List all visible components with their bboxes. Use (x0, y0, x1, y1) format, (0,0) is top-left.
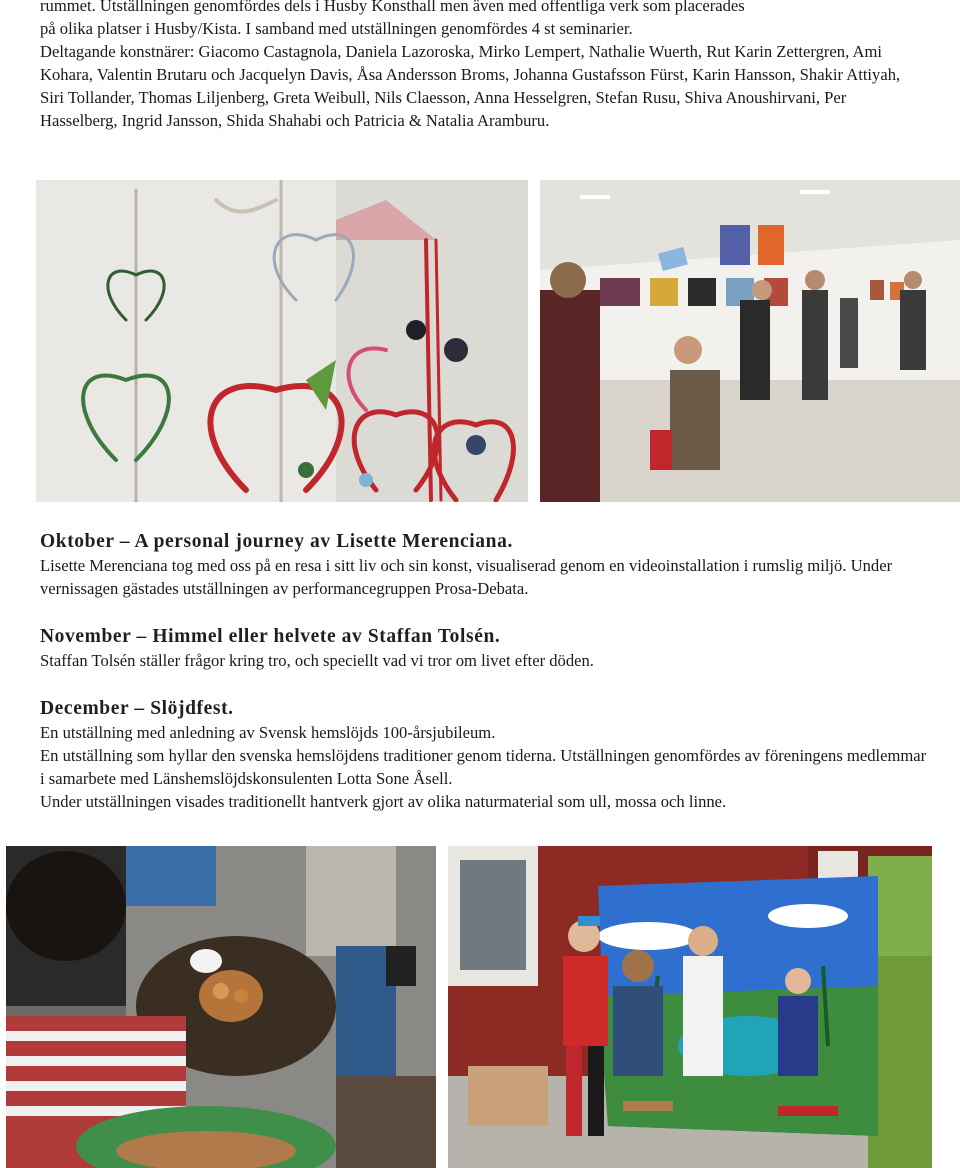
photo-children-painting (448, 846, 932, 1168)
section-paragraph: En utställning med anledning av Svensk hemslöjds 100-årsjubileum. (40, 723, 496, 742)
section-paragraph: En utställning som hyllar den svenska hemslöjdens traditioner genom tiderna. Utställningen genomfördes av föreningens medlemmar i samarbete med Länshemslöjdskonsulenten Lotta Sone Åsell. (40, 746, 927, 788)
intro-line-1: rummet. Utställningen genomfördes dels i Husby Konsthall men även med offentliga verk som placerades (40, 0, 745, 15)
photo-craft-workshop (6, 846, 436, 1168)
section-november (40, 625, 930, 672)
section-paragraph: Lisette Merenciana tog med oss på en resa i sitt liv och sin konst, visualiserad genom en videoinstallation i rumslig miljö. Under vernissagen gästades utställningen av performancegruppen Prosa-Debata. (40, 556, 893, 598)
section-october (40, 530, 930, 600)
section-paragraph: Under utställningen visades traditionellt hantverk gjort av olika naturmaterial som ull, mossa och linne. (40, 792, 727, 811)
intro-line-2: på olika platser i Husby/Kista. I samband med utställningen genomfördes 4 st seminarier. (40, 19, 633, 38)
section-heading: Oktober – A personal journey av Lisette Merenciana. (40, 531, 513, 552)
section-paragraph: Staffan Tolsén ställer frågor kring tro, och speciellt vad vi tror om livet efter döden. (40, 651, 594, 670)
section-heading: December – Slöjdfest. (40, 698, 234, 719)
artists-list: Deltagande konstnärer: Giacomo Castagnola, Daniela Lazoroska, Mirko Lempert, Nathalie Wuerth, Rut Karin Zettergren, Ami Kohara, Valentin Brutaru och Jacquelyn Davis, Åsa Andersson Broms, Johanna Gustafsson Fürst, Karin Hansson, Shakir Attiyah, Siri Tollander, Thomas Liljenberg, Greta Weibull, Nils Claesson, Anna Hesselgren, Stefan Rusu, Shiva Anoushirvani, Per Hasselberg, Ingrid Jansson, Shida Shahabi och Patricia & Natalia Aramburu. (40, 42, 901, 130)
photo-craft-hearts (36, 180, 528, 502)
photo-gallery-visitors (540, 180, 960, 502)
section-december (40, 697, 930, 813)
intro-text (40, 0, 920, 132)
section-heading: November – Himmel eller helvete av Staffan Tolsén. (40, 626, 501, 647)
